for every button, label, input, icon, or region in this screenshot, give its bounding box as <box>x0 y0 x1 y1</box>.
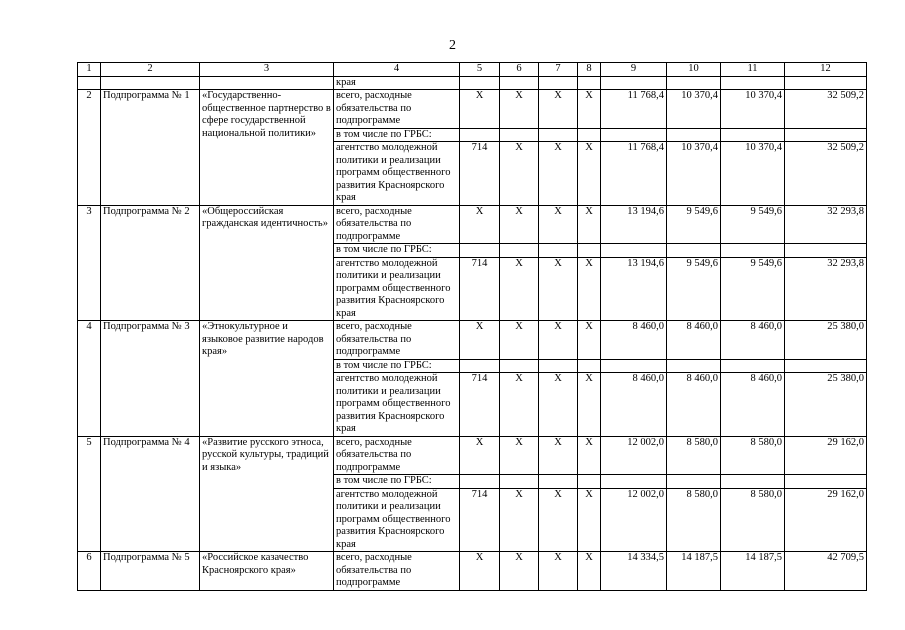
x-mark: Х <box>539 90 578 129</box>
subprogram-label: Подпрограмма № 5 <box>101 552 200 591</box>
empty-cell <box>601 359 667 373</box>
value-col9: 12 002,0 <box>601 488 667 552</box>
grbs-label: в том числе по ГРБС: <box>334 128 460 142</box>
empty-cell <box>785 475 867 489</box>
empty-cell <box>721 359 785 373</box>
agency-label: агентство молодежной политики и реализации программ общественного развития Красноярского края <box>334 488 460 552</box>
empty-cell <box>539 359 578 373</box>
x-mark: Х <box>500 257 539 321</box>
empty-cell <box>785 128 867 142</box>
value-col9: 11 768,4 <box>601 90 667 129</box>
value-col9: 8 460,0 <box>601 373 667 437</box>
value-col11: 10 370,4 <box>721 90 785 129</box>
col-header: 10 <box>667 63 721 77</box>
empty-cell <box>721 475 785 489</box>
empty-cell <box>539 475 578 489</box>
empty-cell <box>500 128 539 142</box>
x-mark: Х <box>460 205 500 244</box>
row-number: 3 <box>78 205 101 321</box>
empty-cell <box>785 244 867 258</box>
x-mark: Х <box>500 552 539 591</box>
x-mark: Х <box>539 142 578 206</box>
row-number: 6 <box>78 552 101 591</box>
row-number: 4 <box>78 321 101 437</box>
subprogram-row <box>78 321 867 360</box>
total-label: всего, расходные обязательства по подпрограмме <box>334 552 460 591</box>
subprogram-name: «Российское казачество Красноярского края» <box>200 552 334 591</box>
col-header: 5 <box>460 63 500 77</box>
col-header: 6 <box>500 63 539 77</box>
value-col12: 32 509,2 <box>785 90 867 129</box>
x-mark: Х <box>578 90 601 129</box>
x-mark: Х <box>539 488 578 552</box>
x-mark: Х <box>500 436 539 475</box>
value-col9: 8 460,0 <box>601 321 667 360</box>
empty-cell <box>539 244 578 258</box>
empty-cell <box>500 244 539 258</box>
empty-cell <box>667 359 721 373</box>
value-col11: 9 549,6 <box>721 205 785 244</box>
value-col10: 10 370,4 <box>667 142 721 206</box>
grbs-label: в том числе по ГРБС: <box>334 475 460 489</box>
x-mark: Х <box>578 321 601 360</box>
empty-cell <box>785 359 867 373</box>
col-header: 12 <box>785 63 867 77</box>
col-header: 7 <box>539 63 578 77</box>
subprogram-name: «Этнокультурное и языковое развитие народов края» <box>200 321 334 437</box>
col-header: 1 <box>78 63 101 77</box>
empty-cell <box>578 475 601 489</box>
empty-cell <box>539 128 578 142</box>
x-mark: Х <box>500 205 539 244</box>
x-mark: Х <box>578 436 601 475</box>
subprogram-row <box>78 552 867 591</box>
subprogram-name: «Государственно-общественное партнерство в сфере государственной национальной политики» <box>200 90 334 206</box>
col-header: 9 <box>601 63 667 77</box>
value-col10: 9 549,6 <box>667 205 721 244</box>
x-mark: Х <box>460 552 500 591</box>
subprogram-row <box>78 90 867 129</box>
x-mark: Х <box>578 142 601 206</box>
subprogram-label: Подпрограмма № 1 <box>101 90 200 206</box>
value-col11: 8 460,0 <box>721 321 785 360</box>
grbs-code: 714 <box>460 488 500 552</box>
grbs-label: в том числе по ГРБС: <box>334 244 460 258</box>
x-mark: Х <box>539 205 578 244</box>
value-col12: 32 293,8 <box>785 257 867 321</box>
x-mark: Х <box>539 373 578 437</box>
value-col10: 9 549,6 <box>667 257 721 321</box>
x-mark: Х <box>539 552 578 591</box>
value-col9: 13 194,6 <box>601 205 667 244</box>
x-mark: Х <box>539 436 578 475</box>
col-header: 8 <box>578 63 601 77</box>
value-col9: 13 194,6 <box>601 257 667 321</box>
empty-cell <box>667 244 721 258</box>
x-mark: Х <box>539 257 578 321</box>
empty-cell <box>578 359 601 373</box>
empty-cell <box>460 475 500 489</box>
empty-cell <box>578 244 601 258</box>
empty-cell <box>500 475 539 489</box>
value-col10: 10 370,4 <box>667 90 721 129</box>
grbs-code: 714 <box>460 373 500 437</box>
value-col10: 8 580,0 <box>667 488 721 552</box>
total-label: всего, расходные обязательства по подпрограмме <box>334 436 460 475</box>
x-mark: Х <box>578 552 601 591</box>
empty-cell <box>721 244 785 258</box>
grbs-code: 714 <box>460 257 500 321</box>
row-number: 2 <box>78 90 101 206</box>
value-col11: 8 580,0 <box>721 488 785 552</box>
agency-label: агентство молодежной политики и реализации программ общественного развития Красноярского края <box>334 142 460 206</box>
empty-cell <box>721 128 785 142</box>
value-col9: 11 768,4 <box>601 142 667 206</box>
value-col10: 14 187,5 <box>667 552 721 591</box>
col-header: 3 <box>200 63 334 77</box>
subprogram-label: Подпрограмма № 3 <box>101 321 200 437</box>
value-col9: 14 334,5 <box>601 552 667 591</box>
subprogram-label: Подпрограмма № 4 <box>101 436 200 552</box>
x-mark: Х <box>578 257 601 321</box>
expenditure-table <box>77 62 867 591</box>
empty-cell <box>667 475 721 489</box>
value-col11: 8 460,0 <box>721 373 785 437</box>
x-mark: Х <box>500 373 539 437</box>
total-label: всего, расходные обязательства по подпрограмме <box>334 321 460 360</box>
value-col12: 29 162,0 <box>785 488 867 552</box>
empty-cell <box>578 128 601 142</box>
x-mark: Х <box>500 142 539 206</box>
x-mark: Х <box>460 90 500 129</box>
value-col11: 9 549,6 <box>721 257 785 321</box>
empty-cell <box>460 128 500 142</box>
row-number: 5 <box>78 436 101 552</box>
empty-cell <box>601 128 667 142</box>
x-mark: Х <box>578 488 601 552</box>
x-mark: Х <box>500 90 539 129</box>
value-col10: 8 460,0 <box>667 321 721 360</box>
x-mark: Х <box>460 436 500 475</box>
x-mark: Х <box>578 205 601 244</box>
value-col11: 14 187,5 <box>721 552 785 591</box>
empty-cell <box>460 244 500 258</box>
continuation-text: края <box>334 76 460 90</box>
grbs-label: в том числе по ГРБС: <box>334 359 460 373</box>
subprogram-name: «Развитие русского этноса, русской культуры, традиций и языка» <box>200 436 334 552</box>
value-col10: 8 460,0 <box>667 373 721 437</box>
x-mark: Х <box>539 321 578 360</box>
value-col12: 25 380,0 <box>785 373 867 437</box>
grbs-code: 714 <box>460 142 500 206</box>
value-col12: 32 293,8 <box>785 205 867 244</box>
subprogram-name: «Общероссийская гражданская идентичность» <box>200 205 334 321</box>
value-col11: 10 370,4 <box>721 142 785 206</box>
col-header: 11 <box>721 63 785 77</box>
subprogram-row <box>78 436 867 475</box>
column-number-row <box>78 63 867 77</box>
empty-cell <box>667 128 721 142</box>
x-mark: Х <box>578 373 601 437</box>
empty-cell <box>601 475 667 489</box>
total-label: всего, расходные обязательства по подпрограмме <box>334 90 460 129</box>
empty-cell <box>460 359 500 373</box>
value-col12: 32 509,2 <box>785 142 867 206</box>
total-label: всего, расходные обязательства по подпрограмме <box>334 205 460 244</box>
value-col12: 42 709,5 <box>785 552 867 591</box>
agency-label: агентство молодежной политики и реализации программ общественного развития Красноярского края <box>334 373 460 437</box>
x-mark: Х <box>500 321 539 360</box>
value-col12: 29 162,0 <box>785 436 867 475</box>
col-header: 2 <box>101 63 200 77</box>
page-number: 2 <box>449 38 456 53</box>
x-mark: Х <box>500 488 539 552</box>
continuation-row <box>78 76 867 90</box>
empty-cell <box>500 359 539 373</box>
col-header: 4 <box>334 63 460 77</box>
empty-cell <box>601 244 667 258</box>
value-col12: 25 380,0 <box>785 321 867 360</box>
agency-label: агентство молодежной политики и реализации программ общественного развития Красноярского края <box>334 257 460 321</box>
value-col9: 12 002,0 <box>601 436 667 475</box>
value-col10: 8 580,0 <box>667 436 721 475</box>
value-col11: 8 580,0 <box>721 436 785 475</box>
x-mark: Х <box>460 321 500 360</box>
subprogram-row <box>78 205 867 244</box>
subprogram-label: Подпрограмма № 2 <box>101 205 200 321</box>
